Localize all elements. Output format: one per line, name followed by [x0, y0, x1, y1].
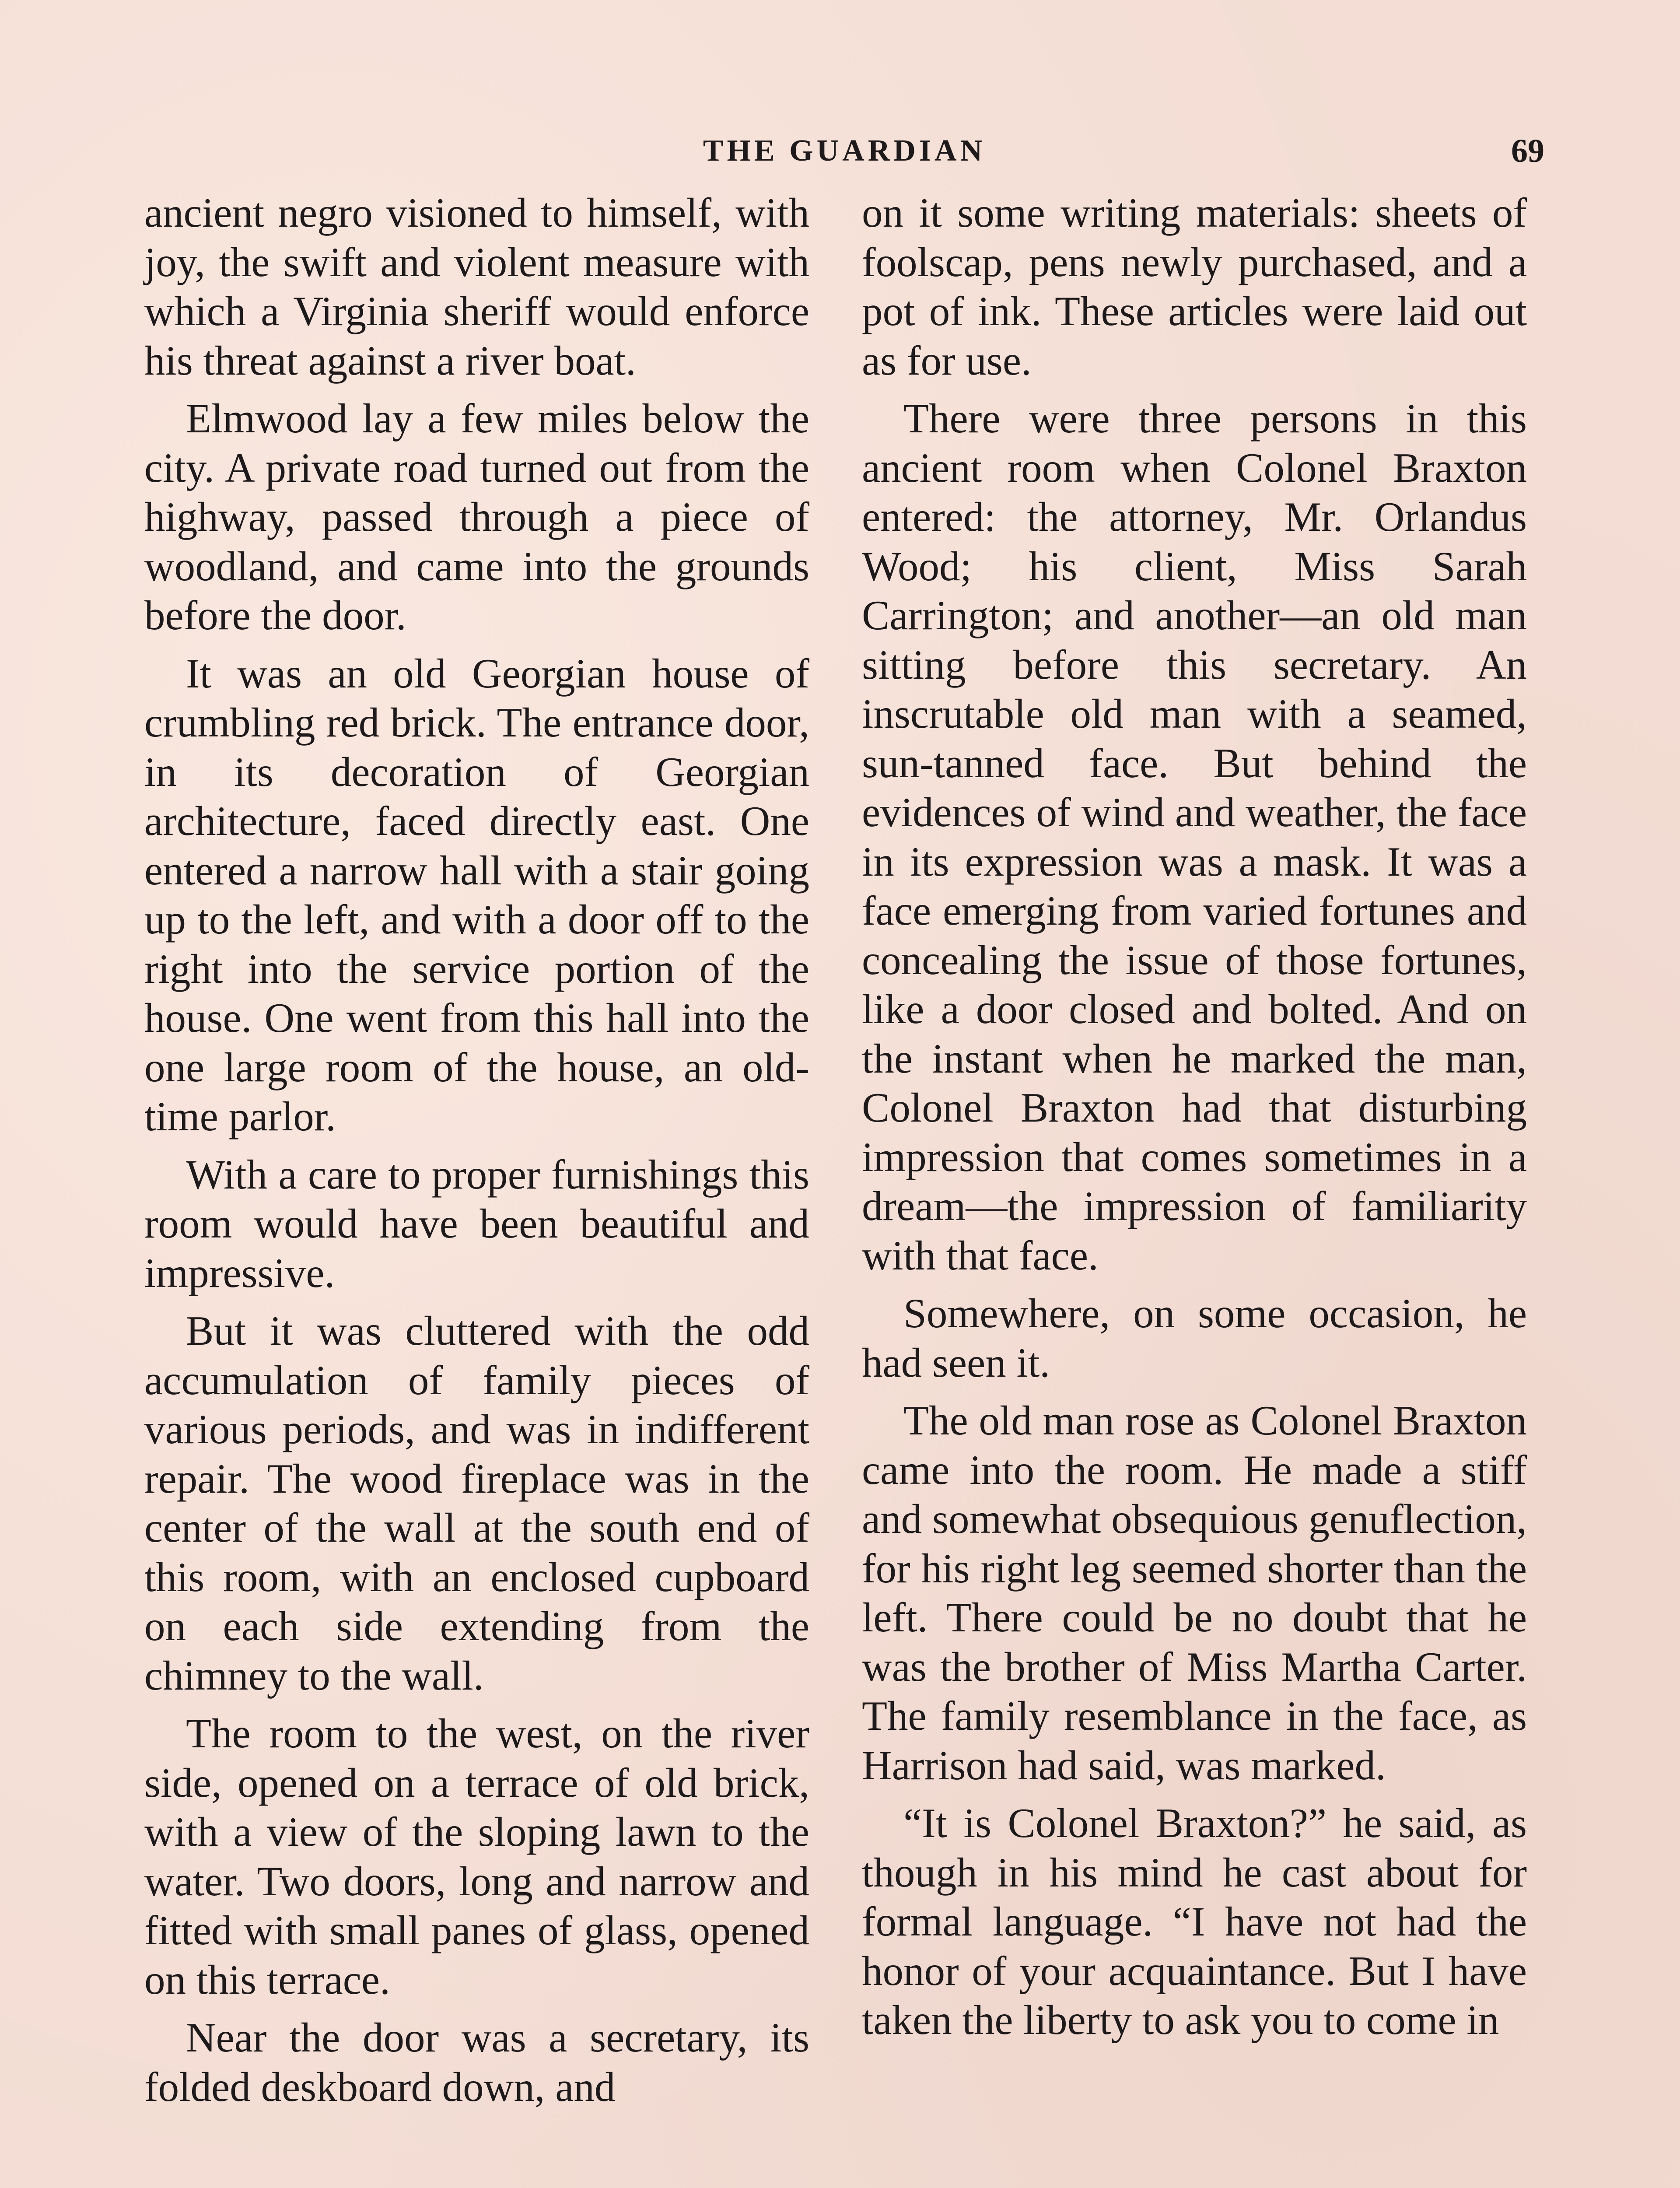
- page-number: 69: [1511, 133, 1544, 169]
- running-head: [144, 127, 1544, 175]
- paragraph: With a care to proper furnishings this room would have been beautiful and impressive.: [144, 1151, 809, 1296]
- paragraph: But it was cluttered with the odd accumulation of family pieces of various periods, and was in indifferent repair. The wood fireplace was in the center of the wall at the south end of this room, with an enclosed cupboard on each side extending from the chimney to the wall.: [144, 1308, 809, 1699]
- page-title: THE GUARDIAN: [703, 134, 986, 168]
- paragraph: Elmwood lay a few miles below the city. A private road turned out from the highway, passed through a piece of woodland, and came into the grounds before the door.: [144, 395, 809, 638]
- left-column: [144, 188, 809, 2120]
- paragraph: Somewhere, on some occasion, he had seen it.: [862, 1290, 1527, 1386]
- paragraph: ancient negro visioned to himself, with joy, the swift and violent measure with which a Virginia sheriff would enforce his threat against a river boat.: [144, 189, 809, 384]
- paragraph: “It is Colonel Braxton?” he said, as though in his mind he cast about for formal language. “I have not had the honor of your acquaintance. But I have taken the liberty to ask you to come in: [862, 1800, 1527, 2043]
- right-column: [862, 188, 1527, 2054]
- paragraph: The old man rose as Colonel Braxton came into the room. He made a stiff and somewhat obsequious genuflection, for his right leg seemed shorter than the left. There could be no doubt that he was the brother of Miss Martha Carter. The family resemblance in the face, as Harrison had said, was marked.: [862, 1397, 1527, 1788]
- paragraph: The room to the west, on the river side, opened on a terrace of old brick, with a view of the sloping lawn to the water. Two doors, long and narrow and fitted with small panes of glass, opened on this terrace.: [144, 1710, 809, 2003]
- paragraph: on it some writing materials: sheets of foolscap, pens newly purchased, and a pot of ink. These articles were laid out as for use.: [862, 189, 1527, 384]
- paragraph: Near the door was a secretary, its folded deskboard down, and: [144, 2014, 809, 2110]
- paragraph: It was an old Georgian house of crumbling red brick. The entrance door, in its decoration of Georgian architecture, faced directly east. One entered a narrow hall with a stair going up to the left, and with a door off to the right into the service portion of the house. One went from this hall into the one large room of the house, an old-time parlor.: [144, 650, 809, 1140]
- paragraph: There were three persons in this ancient room when Colonel Braxton entered: the attorney, Mr. Orlandus Wood; his client, Miss Sarah Carrington; and another—an old man sitting before this secretary. An inscrutable old man with a seamed, sun-tanned face. But behind the evidences of wind and weather, the face in its expression was a mask. It was a face emerging from varied fortunes and concealing the issue of those fortunes, like a door closed and bolted. And on the instant when he marked the man, Colonel Braxton had that disturbing impression that comes sometimes in a dream—the impression of familiarity with that face.: [862, 395, 1527, 1279]
